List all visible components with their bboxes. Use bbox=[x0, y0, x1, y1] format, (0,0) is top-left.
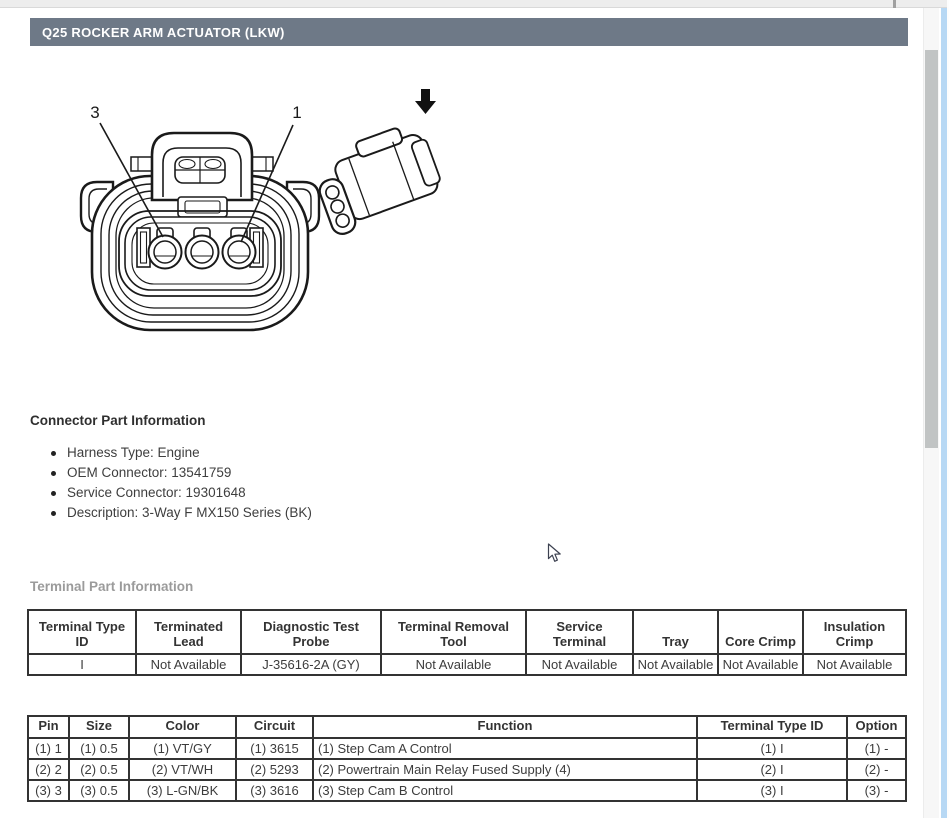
column-header: Option bbox=[847, 716, 906, 738]
table-cell: (3) I bbox=[697, 780, 847, 801]
connector-diagram bbox=[55, 85, 455, 365]
page-title-bar bbox=[30, 18, 908, 46]
vertical-scrollbar-thumb[interactable] bbox=[925, 50, 938, 448]
table-cell: (1) 1 bbox=[28, 738, 69, 759]
table-cell: (2) I bbox=[697, 759, 847, 780]
column-header: Insulation Crimp bbox=[803, 610, 906, 654]
table-cell: (2) 5293 bbox=[236, 759, 313, 780]
column-header: Pin bbox=[28, 716, 69, 738]
table-header-row bbox=[28, 716, 906, 738]
column-header: Diagnostic Test Probe bbox=[241, 610, 381, 654]
page-title: Q25 ROCKER ARM ACTUATOR (LKW) bbox=[42, 24, 285, 40]
table-cell: (3) 3 bbox=[28, 780, 69, 801]
column-header: Core Crimp bbox=[718, 610, 803, 654]
column-header: Tray bbox=[633, 610, 718, 654]
table-cell: (3) Step Cam B Control bbox=[313, 780, 697, 801]
table-row bbox=[28, 738, 906, 759]
table-row bbox=[28, 780, 906, 801]
table-cell: Not Available bbox=[381, 654, 526, 675]
column-header: Terminal Type ID bbox=[697, 716, 847, 738]
index-slot bbox=[178, 197, 227, 217]
column-header: Size bbox=[69, 716, 129, 738]
table-cell: (1) 3615 bbox=[236, 738, 313, 759]
connector-info-heading: Connector Part Information bbox=[30, 413, 206, 428]
window-top-strip bbox=[0, 0, 949, 8]
table-cell: (2) Powertrain Main Relay Fused Supply (4) bbox=[313, 759, 697, 780]
table-cell: (2) - bbox=[847, 759, 906, 780]
table-cell: (1) 0.5 bbox=[69, 738, 129, 759]
pin-label-1: 1 bbox=[292, 103, 302, 122]
table-cell: Not Available bbox=[136, 654, 241, 675]
column-header: Terminal Type ID bbox=[28, 610, 136, 654]
list-item: Description: 3-Way F MX150 Series (BK) bbox=[30, 503, 312, 523]
table-header-row bbox=[28, 610, 906, 654]
table-cell: (1) VT/GY bbox=[129, 738, 236, 759]
table-cell: (2) 2 bbox=[28, 759, 69, 780]
column-header: Service Terminal bbox=[526, 610, 633, 654]
latch-bracket bbox=[152, 133, 252, 200]
connector-info-list bbox=[30, 443, 312, 523]
list-item: OEM Connector: 13541759 bbox=[30, 463, 312, 483]
terminal-part-table bbox=[27, 609, 907, 676]
column-header: Circuit bbox=[236, 716, 313, 738]
terminal-info-heading: Terminal Part Information bbox=[30, 579, 194, 594]
list-item: Harness Type: Engine bbox=[30, 443, 312, 463]
table-cell: (3) L-GN/BK bbox=[129, 780, 236, 801]
connector-side-view bbox=[308, 120, 447, 237]
table-cell: (1) - bbox=[847, 738, 906, 759]
mouse-cursor-icon bbox=[547, 543, 562, 564]
column-header: Terminated Lead bbox=[136, 610, 241, 654]
table-cell: (2) 0.5 bbox=[69, 759, 129, 780]
pin-label-3: 3 bbox=[90, 103, 100, 122]
table-row bbox=[28, 654, 906, 675]
table-cell: (1) Step Cam A Control bbox=[313, 738, 697, 759]
table-cell: Not Available bbox=[718, 654, 803, 675]
window-top-notch bbox=[893, 0, 896, 8]
table-cell: I bbox=[28, 654, 136, 675]
column-header: Terminal Removal Tool bbox=[381, 610, 526, 654]
table-cell: Not Available bbox=[526, 654, 633, 675]
table-cell: (3) 3616 bbox=[236, 780, 313, 801]
table-cell: (2) VT/WH bbox=[129, 759, 236, 780]
table-cell: (3) 0.5 bbox=[69, 780, 129, 801]
table-cell: Not Available bbox=[803, 654, 906, 675]
pin-table bbox=[27, 715, 907, 802]
table-cell: (1) I bbox=[697, 738, 847, 759]
table-cell: Not Available bbox=[633, 654, 718, 675]
down-arrow-icon bbox=[415, 89, 436, 114]
table-row bbox=[28, 759, 906, 780]
column-header: Color bbox=[129, 716, 236, 738]
table-cell: (3) - bbox=[847, 780, 906, 801]
column-header: Function bbox=[313, 716, 697, 738]
list-item: Service Connector: 19301648 bbox=[30, 483, 312, 503]
table-cell: J-35616-2A (GY) bbox=[241, 654, 381, 675]
